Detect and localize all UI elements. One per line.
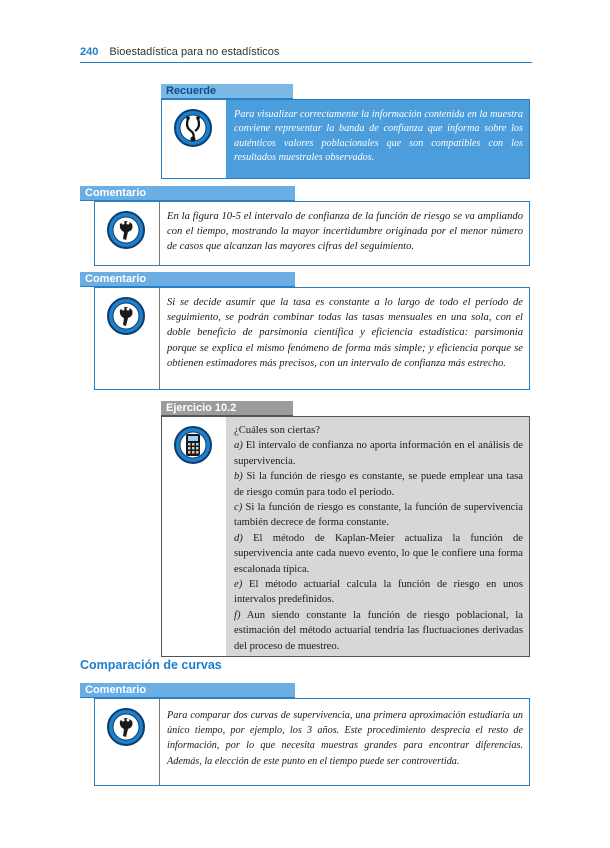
comentario-icon <box>106 707 146 747</box>
ejercicio-tab <box>161 401 293 416</box>
ejercicio-icon-area <box>162 417 226 656</box>
comentario-1-tab-label: Comentario <box>85 187 147 199</box>
comentario-1-box <box>94 201 530 266</box>
ejercicio-option-f <box>234 608 523 654</box>
option-text: Si la función de riesgo es constante, la función de supervivencia también decrece de forma constante. <box>234 502 523 529</box>
recuerde-text: Para visualizar correctamente la información contenida en la muestra conviene representar la banda de confianza que informa sobre los auténticos valores poblacionales que son compatibles con los resultados muestrales observados. <box>234 109 523 164</box>
comentario-1-icon-area <box>95 202 159 265</box>
option-text: Si la función de riesgo es constante, se puede emplear una tasa de riesgo común para todo el período. <box>234 471 523 498</box>
page-number: 240 <box>80 46 99 58</box>
comentario-1-tab <box>80 186 295 201</box>
calculator-icon <box>173 425 213 465</box>
comentario-3-tab-label: Comentario <box>85 684 147 696</box>
comentario-1-text: En la figura 10-5 el intervalo de confianza de la función de riesgo se va ampliando con el tiempo, mostrando la mayor incertidumbre originada por el menor número de casos que alcanzan las mayores cifras del seguimiento. <box>167 211 523 253</box>
option-letter: e) <box>234 579 243 591</box>
ejercicio-option-d <box>234 531 523 577</box>
ejercicio-option-e <box>234 577 523 608</box>
option-letter: f) <box>234 609 241 621</box>
comentario-3-box <box>94 698 530 786</box>
comentario-2-text: Si se decide asumir que la tasa es constante a lo largo de todo el período de seguimiento, se podrán combinar todas las tasas mensuales en una sola, con el doble beneficio de parsimonia científica y eficiencia estadística: parsimonia porque se explica el mismo fenómeno de forma más simple; y eficiencia porque se obtienen estimadores más precisos, con un intervalo de confianza más estrecho. <box>167 297 523 369</box>
recuerde-tab <box>161 84 293 99</box>
recuerde-icon-area <box>162 100 226 178</box>
comentario-2-box <box>94 287 530 390</box>
comentario-2-tab <box>80 272 295 287</box>
option-letter: a) <box>234 440 243 452</box>
ejercicio-body <box>234 423 523 654</box>
option-text: Aun siendo constante la función de riesgo poblacional, la estimación del método actuarial tendría las fluctuaciones derivadas del proceso de muestreo. <box>234 609 523 652</box>
comentario-3-text: Para comparar dos curvas de supervivencia, una primera aproximación estudiaría un único tiempo, por ejemplo, los 3 años. Este procedimiento desprecia el resto de información, por lo que necesita muestras grandes para encontrar diferencias. Además, la elección de este punto en el tiempo puede ser controvertida. <box>167 710 523 767</box>
section-heading: Comparación de curvas <box>80 658 222 672</box>
option-letter: c) <box>234 502 243 514</box>
option-letter: d) <box>234 532 243 544</box>
comentario-1-divider <box>159 202 160 265</box>
recuerde-icon <box>173 108 213 148</box>
comentario-2-divider <box>159 288 160 389</box>
ejercicio-option-b <box>234 469 523 500</box>
ejercicio-tab-label: Ejercicio 10.2 <box>166 402 237 414</box>
ejercicio-option-a <box>234 438 523 469</box>
option-text: El método actuarial calcula la función de riesgo en unos intervalos predefinidos. <box>234 579 524 606</box>
running-header <box>80 46 279 58</box>
option-letter: b) <box>234 471 243 483</box>
ejercicio-option-c <box>234 500 523 531</box>
recuerde-tab-label: Recuerde <box>166 85 217 97</box>
option-text: El intervalo de confianza no aporta información en el análisis de supervivencia. <box>234 440 523 467</box>
comentario-3-icon-area <box>95 699 159 785</box>
comentario-3-divider <box>159 699 160 785</box>
recuerde-box <box>161 99 530 179</box>
comentario-2-icon-area <box>95 288 159 389</box>
ejercicio-question: ¿Cuáles son ciertas? <box>234 425 320 436</box>
comentario-icon <box>106 296 146 336</box>
comentario-2-tab-label: Comentario <box>85 273 147 285</box>
option-text: El método de Kaplan-Meier actualiza la función de supervivencia ante cada nuevo evento, lo que le confiere una forma escalonada típica. <box>234 532 523 575</box>
header-rule <box>80 62 532 63</box>
book-title: Bioestadística para no estadísticos <box>109 46 280 58</box>
comentario-icon <box>106 210 146 250</box>
comentario-3-tab <box>80 683 295 698</box>
ejercicio-box <box>161 416 530 657</box>
